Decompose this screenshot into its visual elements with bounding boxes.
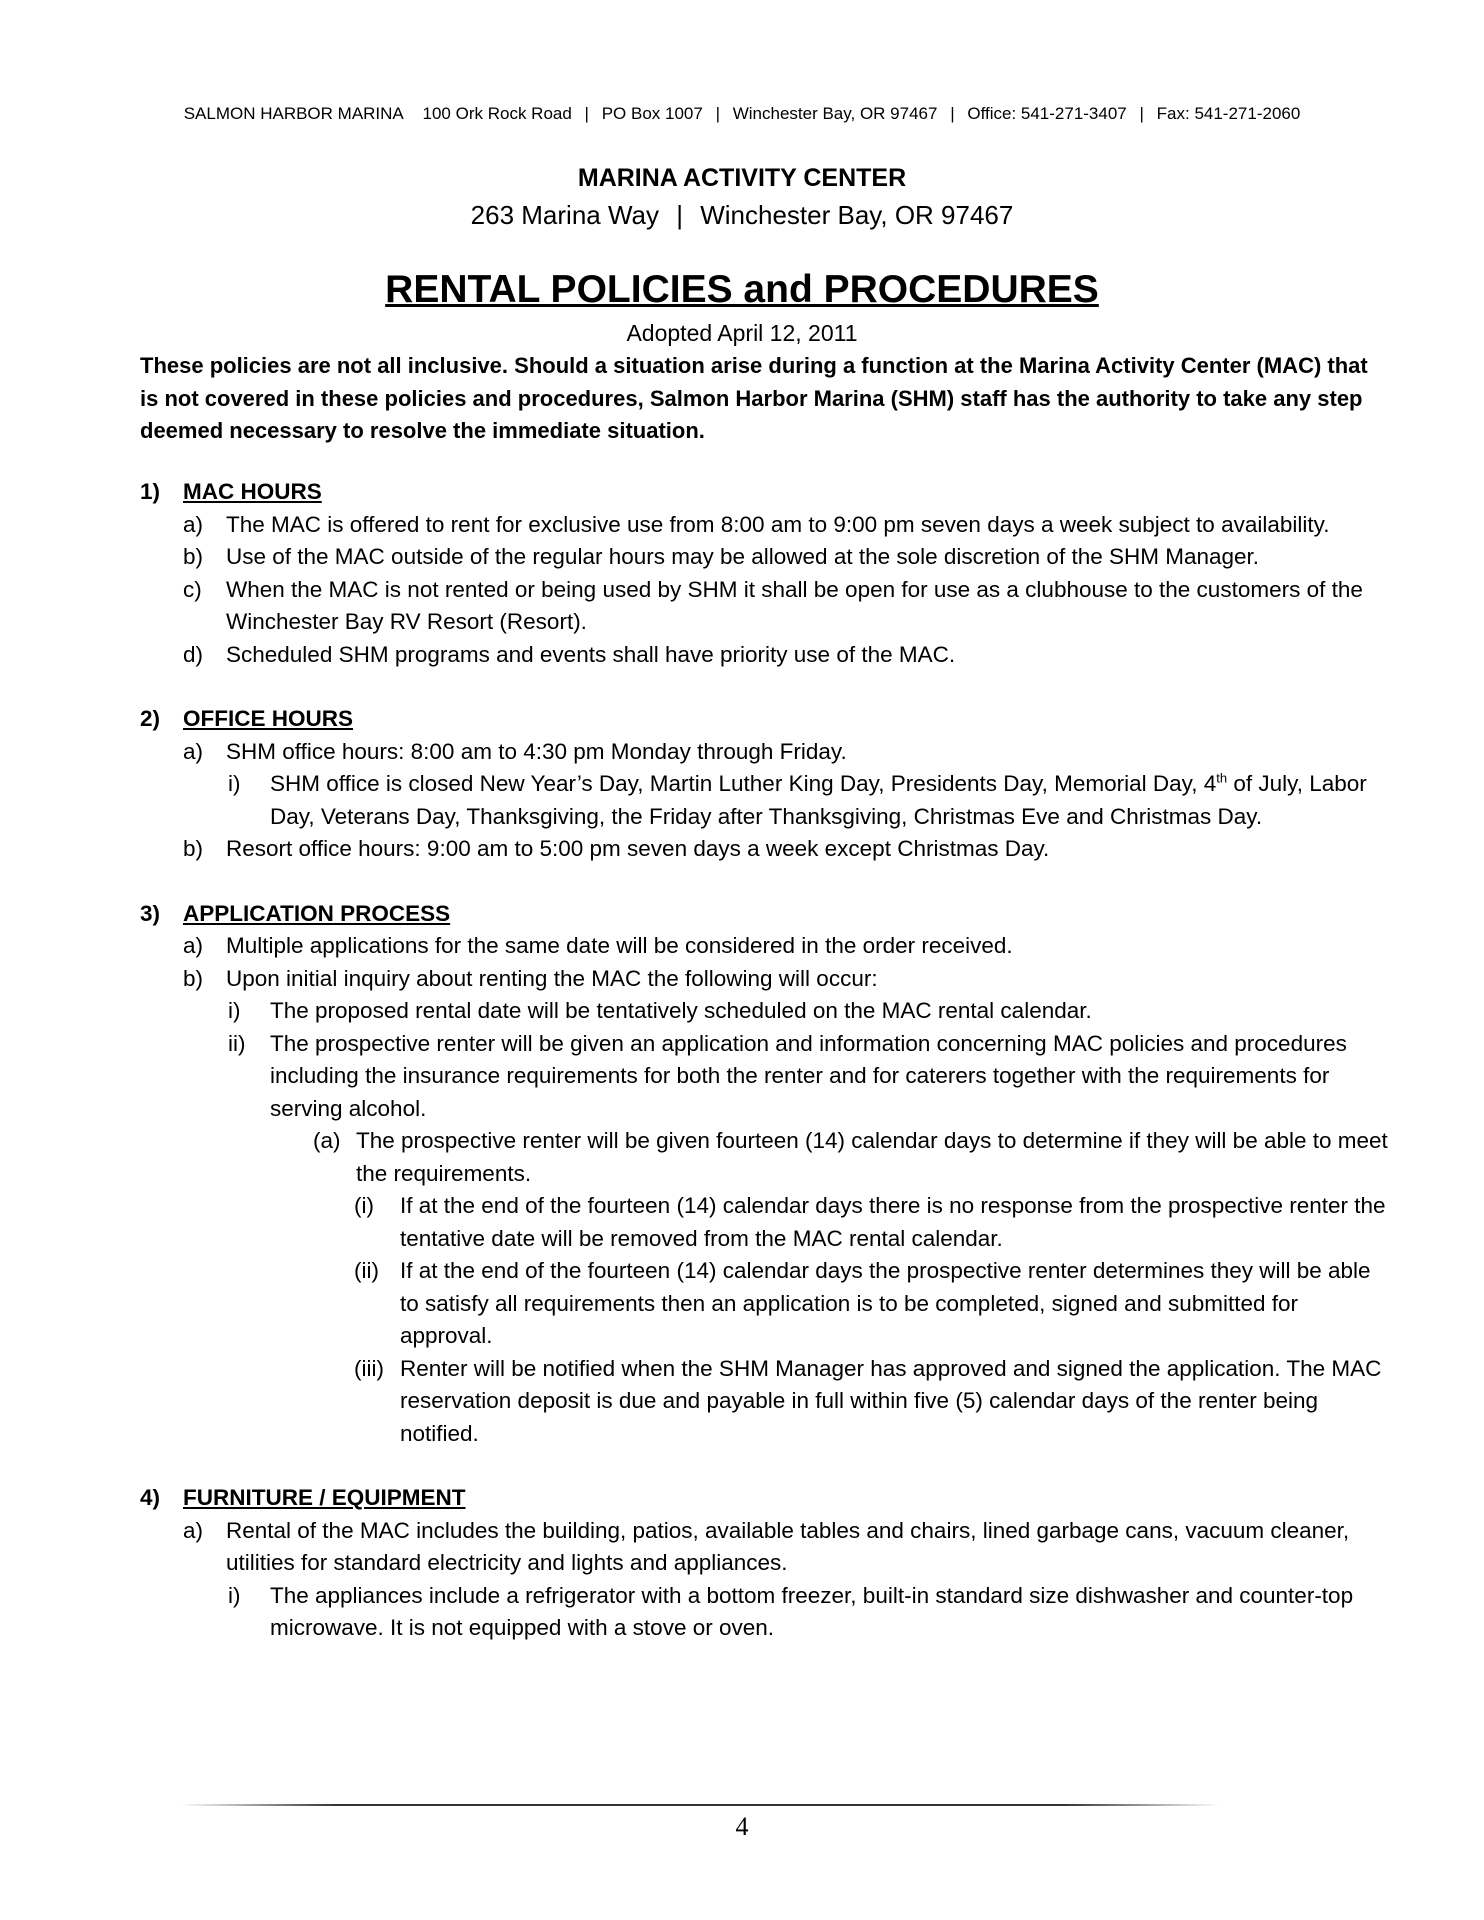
section-title: APPLICATION PROCESS <box>183 900 451 926</box>
center-city: Winchester Bay, OR 97467 <box>700 200 1014 230</box>
section-office-hours <box>140 703 1390 866</box>
item-text: The prospective renter will be given an application and information concerning MAC policies and procedures including the insurance requirements for both the renter and for caterers together with the requirements for serving alcohol. <box>270 1030 1347 1121</box>
org-po-box: PO Box 1007 <box>601 104 703 123</box>
item-label: i) <box>228 1582 241 1608</box>
item-text: If at the end of the fourteen (14) calendar days there is no response from the prospective renter the tentative date will be removed from the MAC rental calendar. <box>400 1193 1386 1251</box>
document-title: RENTAL POLICIES and PROCEDURES <box>385 268 1099 311</box>
list-item <box>140 1580 1390 1645</box>
item-label: a) <box>183 738 204 764</box>
item-label: a) <box>183 1517 204 1543</box>
item-text: Scheduled SHM programs and events shall have priority use of the MAC. <box>226 641 956 667</box>
section-number: 2) <box>140 706 161 731</box>
item-text: Use of the MAC outside of the regular hours may be allowed at the sole discretion of the SHM Manager. <box>226 544 1260 569</box>
section-heading <box>140 1482 1390 1515</box>
item-text: The MAC is offered to rent for exclusive use from 8:00 am to 9:00 pm seven days a week subject to availability. <box>226 511 1330 537</box>
section-application-process <box>140 898 1390 1451</box>
separator: | <box>950 104 955 123</box>
center-name: MARINA ACTIVITY CENTER <box>577 164 907 192</box>
intro-paragraph: These policies are not all inclusive. Should a situation arise during a function at the Marina Activity Center (MAC) that is not covered in these policies and procedures, Salmon Harbor Marina (SHM) staff has the authority to take any step deemed necessary to resolve the immediate situation. <box>140 353 1368 443</box>
item-text: If at the end of the fourteen (14) calendar days the prospective renter determines they will be able to satisfy all requirements then an application is to be completed, signed and submitted for approval. <box>400 1258 1371 1348</box>
item-label: a) <box>183 933 204 958</box>
list-item <box>140 1125 1390 1190</box>
org-address: 100 Ork Rock Road <box>422 104 572 123</box>
list-item <box>140 930 1390 963</box>
ordinal-suffix: th <box>1216 770 1228 786</box>
item-label: a) <box>183 511 204 537</box>
item-label: (i) <box>354 1193 374 1218</box>
item-text: SHM office hours: 8:00 am to 4:30 pm Monday through Friday. <box>226 738 847 764</box>
item-label: b) <box>183 544 204 569</box>
item-text: The appliances include a refrigerator with a bottom freezer, built-in standard size dishwasher and counter-top microwave. It is not equipped with a stove or oven. <box>270 1582 1354 1640</box>
separator: | <box>584 104 589 123</box>
page-number: 4 <box>735 1812 749 1841</box>
section-heading <box>140 703 1390 736</box>
org-fax: Fax: 541-271-2060 <box>1156 104 1301 123</box>
list-item <box>140 833 1390 866</box>
separator: | <box>676 200 683 230</box>
list-item <box>140 574 1390 639</box>
adopted-date: Adopted April 12, 2011 <box>626 320 858 346</box>
center-address <box>0 200 1484 231</box>
item-label: (a) <box>313 1128 341 1153</box>
section-title: MAC HOURS <box>183 479 322 504</box>
section-heading <box>140 898 1390 931</box>
list-item <box>140 1255 1390 1353</box>
item-text: Renter will be notified when the SHM Manager has approved and signed the application. The MAC reservation deposit is due and payable in full within five (5) calendar days of the renter being notified. <box>400 1355 1382 1446</box>
item-text: The prospective renter will be given fourteen (14) calendar days to determine if they will be able to meet the requirements. <box>356 1128 1388 1186</box>
item-text: of July, Labor Day, Veterans Day, Thanksgiving, the Friday after Thanksgiving, Christmas Eve and Christmas Day. <box>270 771 1367 829</box>
org-city: Winchester Bay, OR 97467 <box>732 104 938 123</box>
separator: | <box>1139 104 1144 123</box>
item-text: Multiple applications for the same date will be considered in the order received. <box>226 933 1013 958</box>
section-number: 1) <box>140 479 161 504</box>
item-label: i) <box>228 998 241 1023</box>
list-item <box>140 736 1390 769</box>
list-item <box>140 995 1390 1028</box>
section-title: FURNITURE / EQUIPMENT <box>183 1485 466 1510</box>
list-item <box>140 963 1390 996</box>
item-text: SHM office is closed New Year’s Day, Martin Luther King Day, Presidents Day, Memorial Day, 4 <box>270 771 1217 796</box>
list-item <box>140 509 1390 542</box>
section-furniture-equipment <box>140 1482 1390 1645</box>
org-office-phone: Office: 541-271-3407 <box>967 104 1127 123</box>
list-item <box>140 639 1390 672</box>
item-label: c) <box>183 576 202 602</box>
item-text: The proposed rental date will be tentatively scheduled on the MAC rental calendar. <box>270 998 1092 1023</box>
list-item <box>140 541 1390 574</box>
letterhead <box>0 104 1484 124</box>
policy-body <box>140 476 1390 1677</box>
section-number: 4) <box>140 1485 161 1510</box>
section-title: OFFICE HOURS <box>183 706 354 731</box>
list-item <box>140 1353 1390 1451</box>
item-text: Rental of the MAC includes the building, patios, available tables and chairs, lined garbage cans, vacuum cleaner, utilities for standard electricity and lights and appliances. <box>226 1517 1350 1575</box>
section-number: 3) <box>140 900 161 926</box>
list-item <box>140 1515 1390 1580</box>
list-item <box>140 768 1390 833</box>
item-label: ii) <box>228 1030 246 1056</box>
list-item <box>140 1028 1390 1126</box>
separator: | <box>715 104 720 123</box>
item-text: Upon initial inquiry about renting the MAC the following will occur: <box>226 965 878 991</box>
section-heading <box>140 476 1390 509</box>
footer-divider <box>180 1804 1220 1806</box>
section-mac-hours <box>140 476 1390 671</box>
list-item <box>140 1190 1390 1255</box>
center-street: 263 Marina Way <box>470 200 659 230</box>
item-label: d) <box>183 641 204 667</box>
item-text: Resort office hours: 9:00 am to 5:00 pm seven days a week except Christmas Day. <box>226 836 1050 861</box>
item-label: i) <box>228 771 241 796</box>
org-name: SALMON HARBOR MARINA <box>183 104 404 123</box>
item-label: b) <box>183 836 204 861</box>
item-label: (ii) <box>354 1258 379 1283</box>
item-text: When the MAC is not rented or being used by SHM it shall be open for use as a clubhouse to the customers of the Winchester Bay RV Resort (Resort). <box>226 576 1363 634</box>
item-label: (iii) <box>354 1355 384 1381</box>
item-label: b) <box>183 965 204 991</box>
